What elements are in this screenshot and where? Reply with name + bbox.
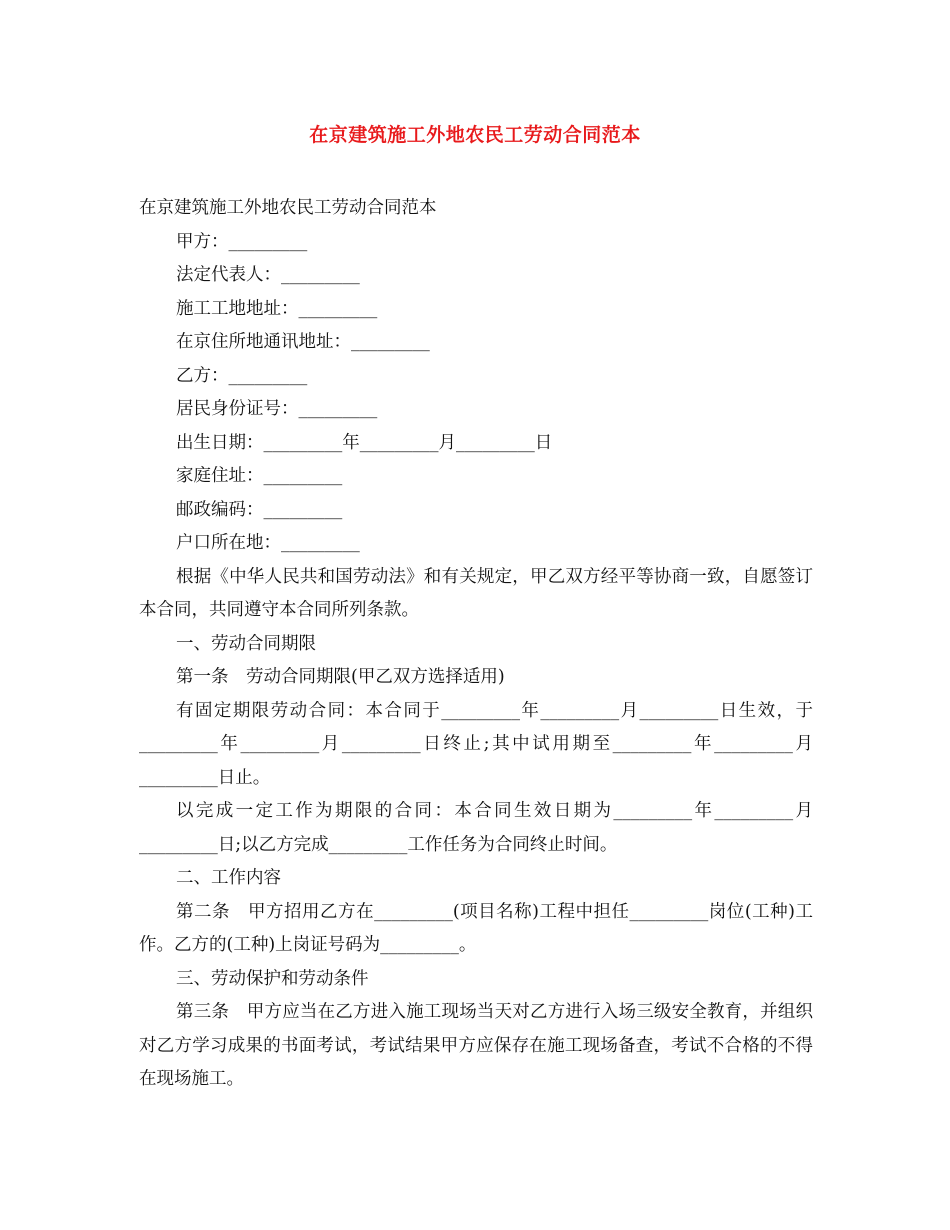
section-heading-term: 一、劳动合同期限 bbox=[176, 633, 316, 654]
field-beijing-address: 在京住所地通讯地址：_________ bbox=[176, 332, 430, 352]
field-party-a: 甲方：_________ bbox=[176, 231, 308, 252]
field-legal-representative: 法定代表人：_________ bbox=[176, 265, 360, 285]
field-postal-code: 邮政编码：_________ bbox=[176, 499, 343, 520]
field-hukou-location: 户口所在地：_________ bbox=[176, 533, 360, 553]
field-birth-date: 出生日期：_________年_________月_________日 bbox=[176, 432, 553, 453]
document-heading-line: 在京建筑施工外地农民工劳动合同范本 bbox=[139, 198, 437, 218]
article-2: 第二条 甲方招用乙方在_________(项目名称)工程中担任_________岗位(工种)工作。乙方的(工种)上岗证号码为_________。 bbox=[139, 901, 813, 955]
document-body bbox=[139, 192, 813, 1097]
article-1-task-term: 以完成一定工作为期限的合同：本合同生效日期为_________年_________月_________日;以乙方完成_________工作任务为合同终止时间。 bbox=[139, 801, 813, 855]
article-1-fixed-term: 有固定期限劳动合同：本合同于_________年_________月_________日生效，于_________年_________月_________日终止;其中试用期至_________年_________月_________日止。 bbox=[139, 700, 813, 788]
article-1-heading: 第一条 劳动合同期限(甲乙双方选择适用) bbox=[176, 667, 505, 687]
article-3: 第三条 甲方应当在乙方进入施工现场当天对乙方进行入场三级安全教育，并组织对乙方学习成果的书面考试，考试结果甲方应保存在施工现场备查，考试不合格的不得在现场施工。 bbox=[139, 1002, 813, 1089]
document-title: 在京建筑施工外地农民工劳动合同范本 bbox=[309, 124, 641, 146]
section-heading-protection: 三、劳动保护和劳动条件 bbox=[176, 968, 369, 989]
preamble-paragraph: 根据《中华人民共和国劳动法》和有关规定，甲乙双方经平等协商一致，自愿签订本合同，共同遵守本合同所列条款。 bbox=[139, 566, 813, 620]
section-heading-work: 二、工作内容 bbox=[176, 868, 281, 888]
field-home-address: 家庭住址：_________ bbox=[176, 466, 343, 486]
field-site-address: 施工工地地址：_________ bbox=[176, 298, 378, 319]
field-party-b: 乙方：_________ bbox=[176, 365, 308, 386]
field-id-number: 居民身份证号：_________ bbox=[176, 399, 378, 419]
